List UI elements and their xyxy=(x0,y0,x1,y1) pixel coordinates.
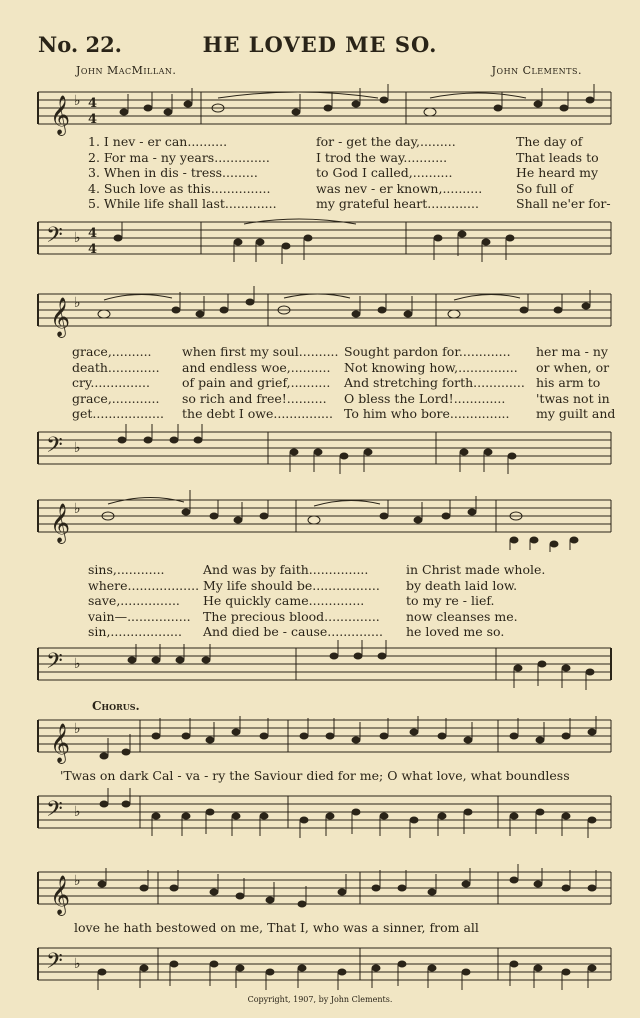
verse-2-line-1: 2. For ma - ny years.............. I trod the way........... That leads to xyxy=(88,149,599,165)
svg-text:♭: ♭ xyxy=(74,956,81,972)
system-1-verses xyxy=(88,134,611,212)
verse-5-line-3: sin,.................. And died be - cause.............. he loved me so. xyxy=(88,624,505,639)
svg-text:♭: ♭ xyxy=(74,501,81,517)
svg-text:𝄢: 𝄢 xyxy=(46,649,63,679)
svg-text:♭: ♭ xyxy=(74,93,81,109)
svg-text:𝄞: 𝄞 xyxy=(50,95,71,135)
svg-text:♭: ♭ xyxy=(74,656,81,672)
system-3-verses xyxy=(88,562,608,640)
svg-text:𝄢: 𝄢 xyxy=(46,433,63,463)
hymn-number: No. 22. xyxy=(38,32,122,57)
lyricist-credit: John MacMillan. xyxy=(76,64,177,77)
svg-text:♭: ♭ xyxy=(74,721,81,737)
verse-2-line-3: where.................. My life should be................. by death laid low. xyxy=(88,577,518,593)
chorus-bass-staff-2 xyxy=(38,942,613,998)
svg-text:♭: ♭ xyxy=(74,804,81,820)
verse-1-line-2: grace,.......... when first my soul.......... Sought pardon for............. her ma - ny xyxy=(72,344,608,359)
verse-3-line-3: save,............... He quickly came.............. to my re - lief. xyxy=(88,593,495,608)
system-1-treble-staff xyxy=(38,86,613,136)
verse-4-line-2: grace,............ so rich and free!.......... O bless the Lord!............. 'twas not in xyxy=(72,390,610,406)
system-3-treble-staff xyxy=(38,494,613,554)
system-3-bass-staff xyxy=(38,642,613,698)
verse-1-line-1: 1. I nev - er can.......... for - get the day,......... The day of xyxy=(88,134,583,149)
svg-text:4: 4 xyxy=(88,242,98,257)
svg-text:𝄢: 𝄢 xyxy=(46,797,63,827)
system-2-bass-staff xyxy=(38,426,613,482)
verse-3-line-2: cry............... of pain and grief,.......... And stretching forth............. his arm to xyxy=(72,375,601,390)
composer-credit: John Clements. xyxy=(491,64,582,77)
svg-text:♭: ♭ xyxy=(74,440,81,456)
system-2-treble-staff xyxy=(38,288,613,338)
svg-text:𝄢: 𝄢 xyxy=(46,223,63,253)
svg-text:𝄞: 𝄞 xyxy=(50,297,71,337)
chorus-bass-staff-1 xyxy=(38,790,613,846)
svg-text:4: 4 xyxy=(88,226,98,241)
svg-text:𝄢: 𝄢 xyxy=(46,949,63,979)
svg-text:𝄞: 𝄞 xyxy=(50,875,71,915)
svg-text:♭: ♭ xyxy=(74,230,81,246)
svg-text:𝄞: 𝄞 xyxy=(50,503,71,543)
hymn-title: HE LOVED ME SO. xyxy=(202,32,438,57)
svg-text:4: 4 xyxy=(88,96,98,111)
svg-text:♭: ♭ xyxy=(74,295,81,311)
system-1-bass-staff xyxy=(38,216,613,272)
verse-5-line-2: get.................. the debt I owe............... To him who bore............... my guilt and xyxy=(72,406,616,421)
svg-text:𝄞: 𝄞 xyxy=(50,723,71,763)
chorus-label: Chorus. xyxy=(92,699,140,713)
verse-4-line-1: 4. Such love as this............... was nev - er known,.......... So full of xyxy=(88,180,573,196)
chorus-treble-staff xyxy=(38,714,613,764)
chorus-treble-staff-2 xyxy=(38,866,613,916)
svg-text:4: 4 xyxy=(88,112,98,127)
verse-1-line-3: sins,............ And was by faith............... in Christ made whole. xyxy=(88,562,546,577)
copyright-notice: Copyright, 1907, by John Clements. xyxy=(247,995,393,1004)
verse-5-line-1: 5. While life shall last............. my grateful heart............. Shall ne'er for- xyxy=(88,196,611,211)
verse-3-line-1: 3. When in dis - tress......... to God I called,.......... He heard my xyxy=(88,165,599,180)
system-2-verses xyxy=(72,344,616,422)
svg-text:♭: ♭ xyxy=(74,873,81,889)
verse-2-line-2: death............. and endless woe,.......... Not knowing how,............... or when, or xyxy=(72,359,610,375)
verse-4-line-3: vain—................ The precious blood.............. now cleanses me. xyxy=(88,608,518,624)
